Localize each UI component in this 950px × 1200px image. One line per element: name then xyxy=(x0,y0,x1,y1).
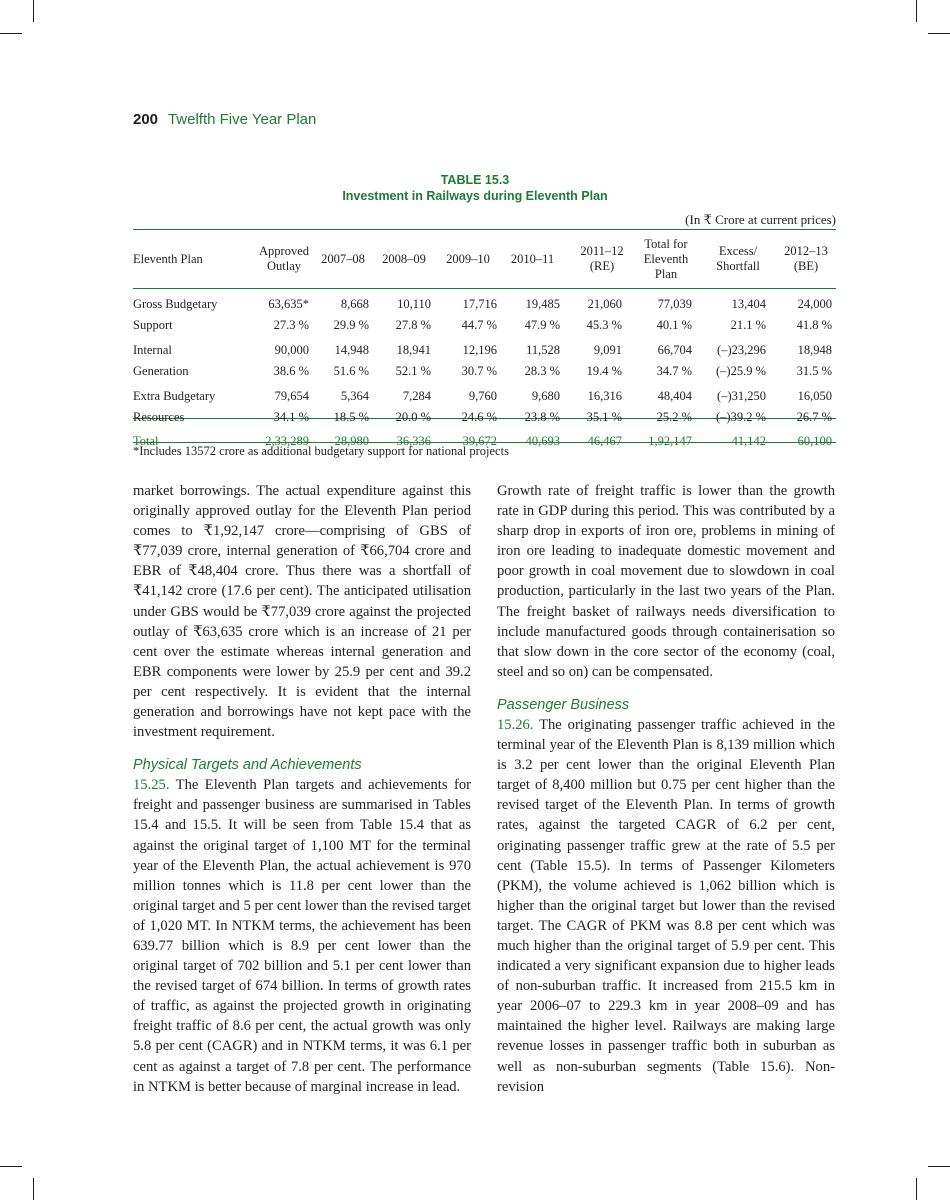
cell-value: 41,142 xyxy=(731,433,766,448)
cell-value: 9,760 xyxy=(468,389,497,403)
crop-mark xyxy=(33,1178,34,1200)
body-paragraph xyxy=(133,775,471,1097)
cell-share: (–)25.9 % xyxy=(716,364,766,378)
row-label: Support xyxy=(133,318,173,332)
row-label: Gross Budgetary xyxy=(133,297,218,311)
cell-value: 77,039 xyxy=(657,297,692,311)
cell-share: 24.6 % xyxy=(461,410,497,424)
cell-value: 17,716 xyxy=(462,297,497,311)
crop-mark xyxy=(33,0,34,22)
cell-value: 19,485 xyxy=(525,297,560,311)
cell-share: 34.1 % xyxy=(273,410,309,424)
column-header: 2008–09 xyxy=(382,251,426,266)
crop-mark xyxy=(0,33,22,34)
cell-value: 10,110 xyxy=(397,297,431,311)
table-row xyxy=(133,382,836,407)
cell-value: 40,693 xyxy=(525,433,560,448)
crop-mark xyxy=(928,1166,950,1167)
section-heading: Passenger Business xyxy=(497,696,630,713)
cell-value: 24,000 xyxy=(797,297,832,311)
cell-value: 9,680 xyxy=(531,389,560,403)
cell-share: (–)39.2 % xyxy=(716,410,766,424)
column-header: 2012–13 (BE) xyxy=(784,244,828,273)
paragraph-text: The originating passenger traffic achieved in the terminal year of the Eleventh Plan is 8,139 million which is 3.2 per cent lower than the original Eleventh Plan target of 8,400 million but 0.75 per cent higher than the revised target of the Eleventh Plan. In terms of growth rates, against the targeted CAGR of 6.2 per cent, originating passenger traffic grew at the rate of 5.5 per cent (Table 15.5). In terms of Passenger Kilometers (PKM), the volume achieved is 1,062 billion which is higher than the original target but lower than the revised target. The CAGR of PKM was 8.8 per cent which was much higher than the original target of 5.9 per cent. This indicated a very significant expansion due to higher leads of non-suburban traffic. It increased from 215.5 km in year 2006–07 to 229.3 km in year 2008–09 and has maintained the higher level. Railways are making large revenue losses in passenger traffic both in suburban as well as non-suburban segments (Table 15.6). Non-revision xyxy=(497,716,835,1095)
table-units: (In ₹ Crore at current prices) xyxy=(685,212,836,227)
left-column xyxy=(133,481,471,1097)
cell-value: 12,196 xyxy=(462,343,497,357)
cell-share: 34.7 % xyxy=(656,364,692,378)
cell-share: 44.7 % xyxy=(461,318,497,332)
table-row xyxy=(133,315,836,336)
table-row xyxy=(133,288,836,315)
column-header: 2009–10 xyxy=(446,251,490,266)
body-paragraph xyxy=(497,715,835,1097)
section-heading: Physical Targets and Achievements xyxy=(133,757,362,774)
paragraph-text: The Eleventh Plan targets and achievements for freight and passenger business are summarised in Tables 15.4 and 15.5. It will be seen from Table 15.4 that as against the original target of 1,100 MT for the terminal year of the Eleventh Plan, the actual achievement is 970 million tonnes which is 11.8 per cent lower than the original target and 5 per cent lower than the revised target of 1,020 MT. In NTKM terms, the achievement has been 639.77 billion which is 8.9 per cent lower than the original target of 702 billion and 5.1 per cent lower than the revised target of 674 billion. In terms of growth rates of traffic, as against the projected growth in originating freight traffic of 8.6 per cent, the actual growth was only 5.8 per cent (CAGR) and in NTKM terms, it was 6.1 per cent as against a target of 7.8 per cent. The performance in NTKM is better because of marginal increase in lead. xyxy=(133,777,471,1095)
cell-value: 18,948 xyxy=(797,343,832,357)
cell-share: 27.8 % xyxy=(395,318,431,332)
cell-share: 18.5 % xyxy=(333,410,369,424)
cell-share: 29.9 % xyxy=(333,318,369,332)
cell-value: 60,100 xyxy=(797,433,832,448)
cell-value: 8,668 xyxy=(340,297,369,311)
cell-value: (–)31,250 xyxy=(717,389,766,403)
row-label: Resources xyxy=(133,410,185,424)
cell-value: 5,364 xyxy=(340,389,369,403)
cell-share: 47.9 % xyxy=(524,318,560,332)
column-header: Eleventh Plan xyxy=(133,251,203,266)
cell-share: 52.1 % xyxy=(395,364,431,378)
cell-share: 19.4 % xyxy=(586,364,622,378)
cell-value: 48,404 xyxy=(657,389,692,403)
crop-mark xyxy=(916,1178,917,1200)
table-title: Investment in Railways during Eleventh Plan xyxy=(342,189,608,203)
row-label: Total xyxy=(133,433,159,448)
cell-value: 13,404 xyxy=(731,297,766,311)
right-column xyxy=(497,481,835,1097)
cell-value: 9,091 xyxy=(593,343,622,357)
cell-share: 30.7 % xyxy=(461,364,497,378)
cell-share: 45.3 % xyxy=(586,318,622,332)
cell-share: 27.3 % xyxy=(273,318,309,332)
cell-value: 28,980 xyxy=(334,433,369,448)
cell-share: 31.5 % xyxy=(796,364,832,378)
running-header xyxy=(133,111,316,128)
cell-share: 41.8 % xyxy=(796,318,832,332)
cell-share: 38.6 % xyxy=(273,364,309,378)
column-header: Total for Eleventh Plan xyxy=(643,236,689,281)
cell-value: 66,704 xyxy=(657,343,692,357)
paragraph-number: 15.25. xyxy=(133,777,170,794)
table-row xyxy=(133,407,836,428)
cell-value: 7,284 xyxy=(402,389,431,403)
row-label: Extra Budgetary xyxy=(133,389,216,403)
cell-value: 39,672 xyxy=(462,433,497,448)
cell-share: 20.0 % xyxy=(395,410,431,424)
paragraph-number: 15.26. xyxy=(497,716,534,733)
cell-share: 28.3 % xyxy=(524,364,560,378)
crop-mark xyxy=(928,33,950,34)
cell-share: 51.6 % xyxy=(333,364,369,378)
crop-mark xyxy=(916,0,917,22)
cell-value: 18,941 xyxy=(396,343,431,357)
column-header: 2011–12 (RE) xyxy=(580,244,624,273)
cell-share: 35.1 % xyxy=(586,410,622,424)
table-header-row xyxy=(133,230,836,288)
cell-value: 16,316 xyxy=(587,389,622,403)
investment-table xyxy=(133,230,836,454)
column-header: 2010–11 xyxy=(510,251,555,266)
cell-value: 11,528 xyxy=(526,343,560,357)
column-header: Approved Outlay xyxy=(259,244,309,273)
table-row xyxy=(133,361,836,382)
cell-share: 21.1 % xyxy=(730,318,766,332)
table-footnote: *Includes 13572 crore as additional budgetary support for national projects xyxy=(133,444,509,458)
cell-value: 14,948 xyxy=(334,343,369,357)
body-paragraph: market borrowings. The actual expenditure against this originally approved outlay for the Eleventh Plan period comes to ₹1,92,147 crore—comprising of GBS of ₹77,039 crore, internal generation of ₹66,704 crore and EBR of ₹48,404 crore. Thus there was a shortfall of ₹41,142 crore (17.6 per cent). The anticipated utilisation under GBS would be ₹77,039 crore against the projected outlay of ₹63,635 crore which is an increase of 21 per cent over the estimate whereas internal generation and EBR components were lower by 25.9 per cent and 39.2 per cent respectively. It is evident that the internal generation and borrowings have not kept pace with the investment requirement. xyxy=(133,483,471,741)
cell-share: 23.8 % xyxy=(524,410,560,424)
cell-value: 1,92,147 xyxy=(648,433,692,448)
column-header: Excess/ Shortfall xyxy=(716,244,760,273)
cell-share: 40.1 % xyxy=(656,318,692,332)
column-header: 2007–08 xyxy=(321,251,365,266)
cell-value: 36,336 xyxy=(396,433,431,448)
cell-value: 79,654 xyxy=(274,389,309,403)
cell-value: 21,060 xyxy=(587,297,622,311)
crop-mark xyxy=(0,1166,22,1167)
cell-value: 16,050 xyxy=(797,389,832,403)
cell-value: 63,635* xyxy=(268,297,309,311)
table-row xyxy=(133,336,836,361)
cell-share: 26.7 % xyxy=(796,410,832,424)
cell-value: (–)23,296 xyxy=(717,343,766,357)
cell-value: 46,467 xyxy=(587,433,622,448)
row-label: Generation xyxy=(133,364,189,378)
cell-value: 2,33,289 xyxy=(265,433,309,448)
body-paragraph: Growth rate of freight traffic is lower than the growth rate in GDP during this period. This was contributed by a sharp drop in exports of iron ore, problems in mining of iron ore leading to inadequate domestic movement and poor growth in coal movement due to slowdown in coal production, particularly in the last two years of the Plan. The freight basket of railways needs diversification to include manufactured goods through containerisation so that slow down in the core sector of the economy (coal, steel and so on) can be compensated. xyxy=(497,483,835,680)
row-label: Internal xyxy=(133,343,172,357)
cell-share: 25.2 % xyxy=(656,410,692,424)
table-number: TABLE 15.3 xyxy=(440,173,510,187)
cell-value: 90,000 xyxy=(274,343,309,357)
book-title: Twelfth Five Year Plan xyxy=(167,111,317,128)
page-number: 200 xyxy=(133,111,159,128)
